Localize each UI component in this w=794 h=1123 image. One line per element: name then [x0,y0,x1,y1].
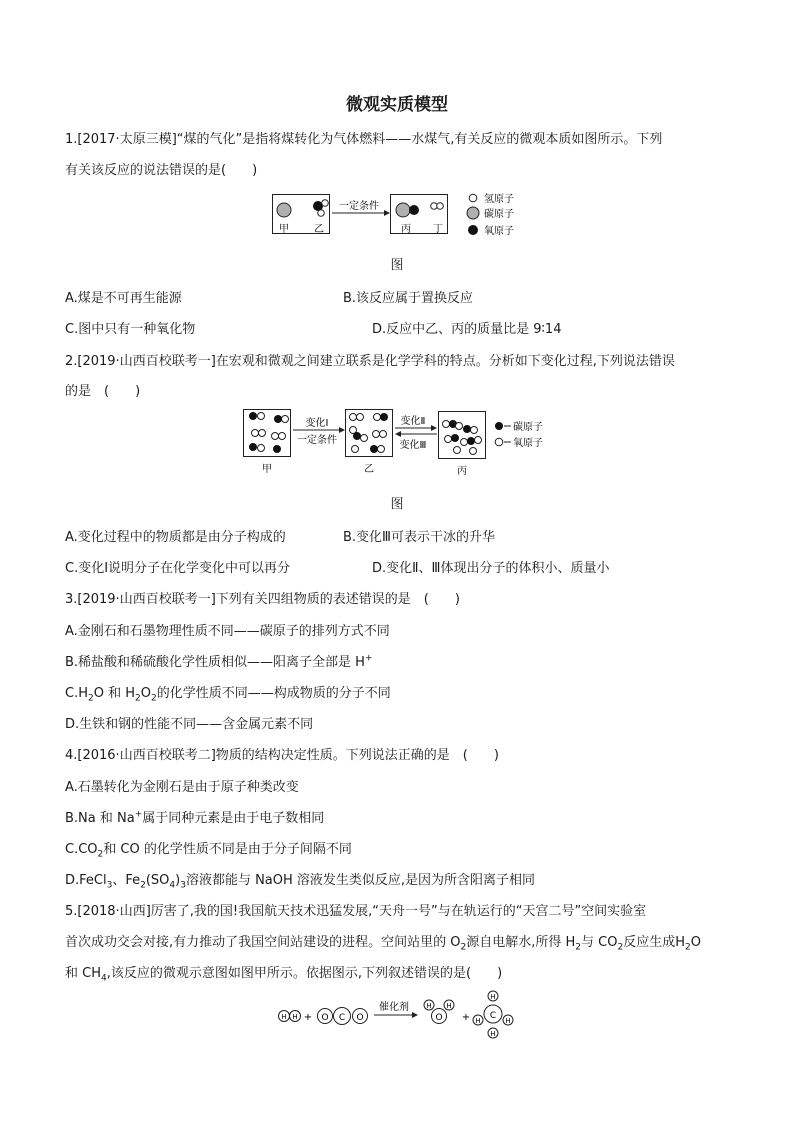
q5-catalyst: 催化剂 [379,1002,409,1013]
q5-stem-line1: 5.[2018·山西]厉害了,我的国!我国航天技术迅猛发展,“天舟一号”与在轨运行的“天宫二号”空间实验室 [65,904,647,919]
q2-option-d[interactable]: D.变化Ⅱ、Ⅲ体现出分子的体积小、质量小 [372,561,610,576]
q5-h-label: H [475,1017,481,1025]
q1-co-o [409,205,419,215]
q2-label-yi: 乙 [364,464,374,475]
q5-h-label: H [490,1030,496,1038]
q2-change1: 变化Ⅰ [305,418,329,429]
q1-option-b[interactable]: B.该反应属于置换反应 [343,291,474,306]
q5-h-label: H [505,1017,511,1025]
q5-h-label: H [281,1013,287,1021]
q5-c-label: C [489,1011,497,1021]
q5-o-label: O [321,1013,329,1023]
q1-label-yi: 乙 [314,224,324,235]
q1-stem-line2: 有关该反应的说法错误的是( ) [65,163,258,178]
q2-stem-line2: 的是 ( ) [65,384,141,399]
q4-option-d[interactable]: D.FeCl$_3$、$Fe_2(SO_4)_3$溶液都能与 NaOH 溶液发生类似反应,是因为所含阳离子相同 [65,873,536,891]
q1-diagram [272,192,572,244]
q2-label-jia: 甲 [262,464,272,475]
q3-option-d[interactable]: D.生铁和钢的性能不同——含金属元素不同 [65,717,314,732]
q1-label-ding: 丁 [433,224,443,235]
q1-figure-caption: 图 [390,258,404,273]
q1-legend-h: 氢原子 [484,194,514,205]
q4-option-c[interactable]: $C.CO_2$和 CO 的化学性质不同是由于分子间隔不同 [65,842,352,860]
q2-label-bing: 丙 [457,466,467,477]
q1-label-jia: 甲 [279,224,289,235]
q1-stem-line1: 1.[2017·太原三模]“煤的气化”是指将煤转化为气体燃料——水煤气,有关反应的微观本质如图所示。下列 [65,132,663,147]
q1-arrow-text: 一定条件 [339,201,379,212]
q5-h-label: H [292,1013,298,1021]
q2-diagram [243,408,563,480]
q1-option-a[interactable]: A.煤是不可再生能源 [65,291,182,306]
q4-option-b[interactable]: B.Na 和 Na+属于同种元素是由于电子数相同 [65,809,325,826]
q2-option-a[interactable]: A.变化过程中的物质都是由分子构成的 [65,530,286,545]
q2-stem-line1: 2.[2019·山西百校联考一]在宏观和微观之间建立联系是化学学科的特点。分析如下变化过程,下列说法错误 [65,354,675,369]
q5-stem-line3: 和 $CH_4$,该反应的微观示意图如图甲所示。依据图示,下列叙述错误的是( ) [65,966,503,984]
q1-option-c[interactable]: C.图中只有一种氧化物 [65,322,196,337]
q1-water-h [318,210,325,217]
q1-carbon-atom [277,203,291,217]
q5-h-label: H [426,1002,432,1010]
q2-change2: 变化Ⅱ [400,416,426,427]
q1-water-h [322,200,329,207]
q1-option-d[interactable]: D.反应中乙、丙的质量比是 9∶14 [372,322,562,337]
q5-plus-1: + [303,1012,313,1023]
q5-o-label: O [435,1013,443,1023]
q5-h-label: H [490,993,496,1001]
q2-box-bing [439,412,486,459]
q5-plus-2: + [461,1012,471,1023]
q2-condition: 一定条件 [297,435,337,446]
q1-legend-o: 氧原子 [484,226,514,237]
q3-stem: 3.[2019·山西百校联考一]下列有关四组物质的表述错误的是 ( ) [65,592,460,607]
q2-change3: 变化Ⅲ [399,440,427,451]
q5-c-label: C [338,1013,346,1023]
q5-stem-line2: 首次成功交会对接,有力推动了我国空间站建设的进程。空间站里的 $O_2$源自电解水,所得 $H_2$与 $CO_2$反应生成$H_2O$ [65,935,701,953]
q5-reaction-diagram [276,990,526,1040]
q1-co-c [396,203,410,217]
q3-option-a[interactable]: A.金刚石和石墨物理性质不同——碳原子的排列方式不同 [65,624,390,639]
q1-legend-c: 碳原子 [484,209,514,220]
q1-label-bing: 丙 [401,224,411,235]
q3-option-c[interactable]: $C.H_2O$ 和 $H_2O_2$的化学性质不同——构成物质的分子不同 [65,686,391,704]
q2-option-b[interactable]: B.变化Ⅲ可表示干冰的升华 [343,530,496,545]
q5-h-label: H [446,1002,452,1010]
page-title: 微观实质模型 [346,95,448,115]
q2-figure-caption: 图 [390,497,404,512]
q5-o-label: O [356,1013,364,1023]
q2-option-c[interactable]: C.变化Ⅰ说明分子在化学变化中可以再分 [65,561,291,576]
q2-legend-o: 氧原子 [513,438,543,449]
q4-option-a[interactable]: A.石墨转化为金刚石是由于原子种类改变 [65,780,299,795]
q4-stem: 4.[2016·山西百校联考二]物质的结构决定性质。下列说法正确的是 ( ) [65,748,499,763]
q2-legend-c: 碳原子 [513,422,543,433]
q3-option-b[interactable]: B.稀盐酸和稀硫酸化学性质相似——阳离子全部是 H+ [65,653,373,670]
q1-h2-atom [437,203,444,210]
